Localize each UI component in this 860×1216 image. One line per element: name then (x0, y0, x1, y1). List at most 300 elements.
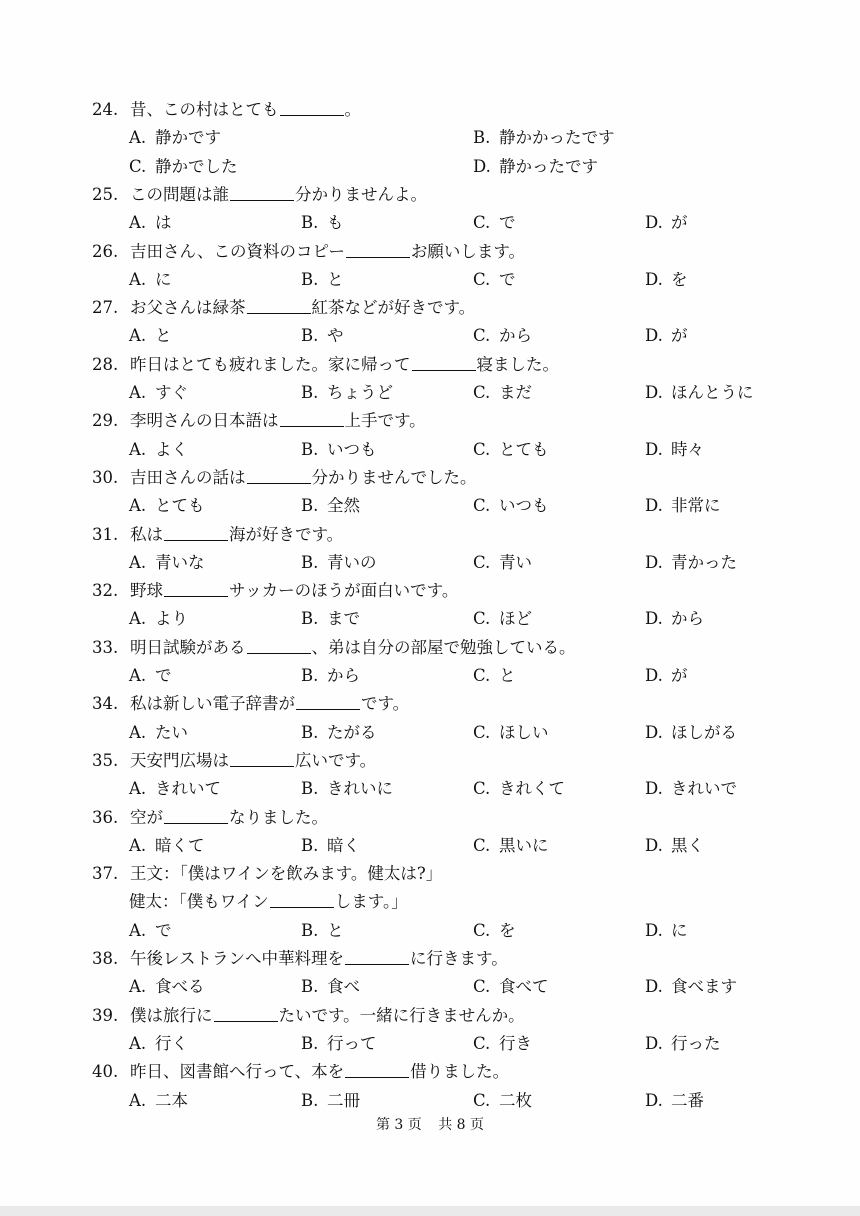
option-text: たい (155, 722, 188, 742)
option-a[interactable] (129, 1087, 188, 1115)
option-text: が (671, 666, 688, 685)
option-text: 行って (327, 1033, 377, 1053)
option-letter: B. (301, 835, 319, 855)
option-text: 静かかったです (499, 128, 615, 148)
option-d[interactable] (645, 322, 688, 350)
option-text: いつも (327, 439, 377, 459)
option-letter: D. (645, 496, 663, 516)
option-b[interactable] (301, 917, 344, 945)
options-row (129, 549, 829, 577)
option-letter: B. (301, 269, 319, 289)
answer-blank[interactable] (270, 891, 334, 908)
option-text: 時々 (671, 439, 704, 459)
option-letter: B. (301, 496, 319, 516)
option-letter: B. (301, 1090, 319, 1110)
question-text-before-blank: 私は (130, 524, 163, 544)
option-c[interactable] (473, 832, 549, 860)
question-number: 36. (92, 807, 119, 827)
question-text-before-blank: 私は新しい電子辞書が (130, 694, 295, 714)
option-letter: A. (129, 496, 147, 516)
option-text: から (499, 326, 532, 346)
question-text-after-blank: に行きます。 (410, 949, 508, 968)
option-text: ほど (499, 609, 532, 629)
option-b[interactable] (301, 973, 360, 1001)
question-stem (92, 1058, 812, 1086)
option-letter: C. (129, 156, 147, 176)
question-stem (92, 634, 812, 662)
question-number: 32. (92, 581, 119, 601)
question-text-before-blank: 吉田さんの話は (130, 467, 246, 487)
option-a[interactable] (129, 124, 221, 152)
option-text: 青い (499, 552, 532, 572)
options-row (129, 436, 829, 464)
option-text: きれいて (155, 779, 221, 799)
option-letter: D. (645, 666, 663, 685)
option-letter: D. (645, 326, 663, 346)
question-number: 40. (92, 1062, 119, 1082)
option-text: 食べます (671, 977, 737, 997)
option-letter: D. (645, 722, 663, 742)
answer-blank[interactable] (412, 354, 476, 371)
option-letter: A. (129, 552, 147, 572)
option-text: ちょうど (327, 383, 393, 402)
option-d[interactable] (473, 153, 598, 181)
option-letter: B. (301, 439, 319, 459)
option-letter: B. (301, 1033, 319, 1053)
option-a[interactable] (129, 436, 188, 464)
option-b[interactable] (301, 549, 377, 577)
option-d[interactable] (645, 379, 754, 407)
option-d[interactable] (645, 917, 688, 945)
question-text-before-blank: 僕は旅行に (130, 1005, 213, 1025)
option-a[interactable] (129, 1030, 188, 1058)
option-text: と (327, 269, 344, 289)
options-row (129, 662, 829, 690)
option-c[interactable] (473, 662, 516, 690)
option-letter: D. (473, 156, 491, 176)
option-c[interactable] (473, 605, 532, 633)
option-a[interactable] (129, 662, 172, 690)
question-text-before-blank: 王文：「僕はワインを飲みます。健太は?」 (130, 864, 443, 884)
question-text-after-blank: 借りました。 (410, 1062, 510, 1082)
answer-blank[interactable] (230, 184, 294, 201)
option-letter: A. (129, 779, 147, 799)
option-letter: A. (129, 383, 147, 402)
option-c[interactable] (473, 436, 549, 464)
option-text: が (671, 213, 688, 233)
question-stem (92, 690, 812, 718)
answer-blank[interactable] (230, 750, 294, 767)
option-letter: D. (645, 920, 663, 940)
option-letter: B. (301, 666, 319, 685)
option-text: 行った (671, 1033, 721, 1053)
options-row (129, 719, 829, 747)
option-text: 二枚 (499, 1090, 532, 1110)
option-a[interactable] (129, 492, 205, 520)
option-text: 二冊 (327, 1090, 360, 1110)
question-stem (92, 1002, 812, 1030)
question-number: 33. (92, 637, 119, 657)
option-letter: A. (129, 326, 147, 346)
option-text: きれくて (499, 779, 565, 799)
options-row (129, 973, 829, 1001)
option-letter: C. (473, 552, 491, 572)
option-letter: D. (645, 1033, 663, 1053)
question-number: 27. (92, 298, 119, 318)
option-c[interactable] (473, 1087, 532, 1115)
question-text-before-blank: 昨日、図書館へ行って、本を (130, 1062, 345, 1082)
option-letter: A. (129, 835, 147, 855)
option-text: も (327, 213, 344, 233)
option-b[interactable] (301, 1087, 360, 1115)
option-letter: A. (129, 722, 147, 742)
option-c[interactable] (473, 266, 516, 294)
option-b[interactable] (301, 775, 393, 803)
question-number: 39. (92, 1005, 119, 1025)
option-text: が (671, 326, 688, 346)
option-text: 静かです (155, 128, 221, 148)
question-stem (129, 888, 849, 916)
option-text: から (327, 666, 360, 685)
option-a[interactable] (129, 605, 188, 633)
option-d[interactable] (645, 605, 704, 633)
option-d[interactable] (645, 1087, 704, 1115)
question-text-after-blank: 分かりませんよ。 (295, 184, 427, 204)
question-text-after-blank: たいです。一緒に行きませんか。 (278, 1005, 525, 1025)
question-text-after-blank: 紅茶などが好きです。 (311, 298, 476, 318)
option-c[interactable] (473, 209, 516, 237)
option-a[interactable] (129, 549, 205, 577)
option-b[interactable] (301, 1030, 377, 1058)
question-stem (92, 351, 812, 379)
option-a[interactable] (129, 266, 172, 294)
option-c[interactable] (473, 549, 532, 577)
options-row (129, 1030, 829, 1058)
option-c[interactable] (473, 1030, 532, 1058)
option-text: 食べ (327, 977, 360, 997)
option-b[interactable] (301, 605, 360, 633)
question-number: 24. (92, 100, 119, 119)
option-letter: D. (645, 977, 663, 997)
option-letter: B. (301, 383, 319, 402)
question-text-after-blank: します。」 (334, 892, 408, 912)
question-text-before-blank: 健太：「僕もワイン (129, 892, 269, 912)
option-text: 静かでした (155, 156, 238, 176)
option-text: まで (327, 609, 360, 629)
answer-blank[interactable] (346, 241, 410, 258)
option-letter: D. (645, 213, 663, 233)
option-a[interactable] (129, 832, 205, 860)
question-text-after-blank: 。 (344, 100, 361, 119)
option-a[interactable] (129, 209, 172, 237)
option-text: 行き (499, 1033, 532, 1053)
option-text: で (155, 666, 172, 685)
option-c[interactable] (473, 379, 532, 407)
options-row (129, 124, 829, 152)
option-letter: C. (473, 439, 491, 459)
option-d[interactable] (645, 719, 737, 747)
option-letter: D. (645, 439, 663, 459)
option-d[interactable] (645, 832, 704, 860)
option-letter: C. (473, 1033, 491, 1053)
question-text-after-blank: 寝ました。 (476, 354, 559, 374)
option-text: きれいに (327, 779, 393, 799)
option-d[interactable] (645, 662, 688, 690)
option-text: 食べて (499, 977, 549, 997)
option-b[interactable] (301, 492, 360, 520)
option-text: 非常に (671, 496, 721, 516)
option-letter: B. (301, 326, 319, 346)
option-text: ほしがる (671, 722, 737, 742)
answer-blank[interactable] (247, 637, 311, 654)
question-number: 30. (92, 467, 119, 487)
question-number: 28. (92, 354, 119, 374)
option-letter: C. (473, 779, 491, 799)
option-letter: A. (129, 269, 147, 289)
option-text: より (155, 609, 188, 629)
option-letter: B. (301, 213, 319, 233)
option-text: とても (155, 496, 205, 516)
page-total: 共 8 页 (438, 1117, 485, 1133)
options-row (129, 917, 829, 945)
page-number: 第 3 页 (375, 1117, 422, 1133)
option-text: きれいで (671, 779, 737, 799)
question-stem (92, 747, 812, 775)
option-letter: C. (473, 326, 491, 346)
options-row (129, 209, 829, 237)
option-text: を (671, 269, 688, 289)
option-letter: C. (473, 977, 491, 997)
option-text: 二番 (671, 1090, 704, 1110)
option-letter: A. (129, 1090, 147, 1110)
option-letter: D. (645, 779, 663, 799)
question-stem (92, 181, 812, 209)
option-c[interactable] (129, 153, 238, 181)
options-row (129, 153, 829, 181)
option-c[interactable] (473, 719, 549, 747)
option-text: は (155, 213, 172, 233)
answer-blank[interactable] (280, 410, 344, 427)
option-text: よく (155, 439, 188, 459)
option-text: に (671, 920, 688, 940)
question-number: 26. (92, 241, 119, 261)
option-letter: D. (645, 1090, 663, 1110)
option-letter: C. (473, 835, 491, 855)
question-text-after-blank: お願いします。 (410, 241, 526, 261)
question-text-before-blank: 野球 (130, 581, 163, 601)
option-text: で (499, 269, 516, 289)
question-text-before-blank: 空が (130, 807, 163, 827)
option-letter: C. (473, 920, 491, 940)
option-b[interactable] (473, 124, 615, 152)
option-text: で (155, 920, 172, 940)
question-stem (92, 238, 812, 266)
option-letter: B. (301, 609, 319, 629)
option-letter: A. (129, 609, 147, 629)
option-a[interactable] (129, 719, 188, 747)
question-text-before-blank: 李明さんの日本語は (130, 411, 279, 431)
option-letter: C. (473, 666, 491, 685)
question-text-after-blank: 広いです。 (295, 750, 377, 770)
option-d[interactable] (645, 209, 688, 237)
option-letter: C. (473, 609, 491, 629)
option-d[interactable] (645, 973, 737, 1001)
question-text-before-blank: 午後レストランへ中華料理を (130, 949, 345, 968)
option-letter: A. (129, 213, 147, 233)
option-b[interactable] (301, 209, 344, 237)
question-text-before-blank: 昔、この村はとても (130, 100, 279, 119)
option-letter: D. (645, 383, 663, 402)
option-letter: B. (301, 977, 319, 997)
question-stem (92, 521, 812, 549)
option-text: ほんとうに (671, 383, 754, 402)
answer-blank[interactable] (164, 580, 228, 597)
option-b[interactable] (301, 436, 377, 464)
question-number: 37. (92, 864, 119, 884)
question-text-after-blank: 、弟は自分の部屋で勉強している。 (311, 637, 576, 657)
question-text-before-blank: 吉田さん、この資料のコピー (130, 241, 345, 261)
question-stem (92, 945, 812, 973)
option-letter: A. (129, 920, 147, 940)
option-text: とても (499, 439, 549, 459)
option-text: 食べる (155, 977, 205, 997)
answer-blank[interactable] (247, 297, 311, 314)
options-row (129, 832, 829, 860)
option-a[interactable] (129, 322, 172, 350)
question-stem (92, 577, 812, 605)
question-number: 25. (92, 184, 119, 204)
question-text-before-blank: 天安門広場は (130, 750, 229, 770)
options-row (129, 379, 829, 407)
option-text: で (499, 213, 516, 233)
option-letter: C. (473, 269, 491, 289)
option-b[interactable] (301, 266, 344, 294)
answer-blank[interactable] (280, 99, 344, 116)
option-text: に (155, 269, 172, 289)
option-text: 暗くて (155, 835, 205, 855)
option-d[interactable] (645, 492, 721, 520)
option-b[interactable] (301, 832, 360, 860)
answer-blank[interactable] (164, 807, 228, 824)
options-row (129, 775, 829, 803)
option-b[interactable] (301, 379, 393, 407)
option-letter: D. (645, 609, 663, 629)
option-d[interactable] (645, 549, 737, 577)
question-text-after-blank: 上手です。 (344, 411, 426, 431)
options-row (129, 492, 829, 520)
option-letter: B. (473, 128, 491, 148)
option-letter: A. (129, 977, 147, 997)
option-text: ほしい (499, 722, 549, 742)
question-number: 38. (92, 949, 119, 968)
option-a[interactable] (129, 973, 205, 1001)
question-text-before-blank: お父さんは緑茶 (130, 298, 246, 318)
option-text: 静かったです (499, 156, 598, 176)
option-text: 二本 (155, 1090, 188, 1110)
question-text-before-blank: 明日試験がある (130, 637, 246, 657)
question-text-before-blank: 昨日はとても疲れました。家に帰って (130, 354, 411, 374)
page-footer (0, 1114, 860, 1134)
option-letter: C. (473, 213, 491, 233)
question-text-after-blank: です。 (361, 694, 410, 714)
option-text: から (671, 609, 704, 629)
option-c[interactable] (473, 775, 565, 803)
option-text: たがる (327, 722, 377, 742)
question-stem (92, 860, 812, 888)
option-text: 青いの (327, 552, 377, 572)
option-letter: C. (473, 1090, 491, 1110)
question-text-after-blank: サッカーのほうが面白いです。 (229, 581, 459, 601)
option-text: まだ (499, 383, 532, 402)
answer-blank[interactable] (247, 467, 311, 484)
option-letter: B. (301, 920, 319, 940)
options-row (129, 605, 829, 633)
option-text: 全然 (327, 496, 360, 516)
question-stem (92, 96, 812, 124)
option-letter: D. (645, 269, 663, 289)
option-text: と (499, 666, 516, 685)
option-text: を (499, 920, 516, 940)
question-number: 34. (92, 694, 119, 714)
option-c[interactable] (473, 322, 532, 350)
option-a[interactable] (129, 917, 172, 945)
options-row (129, 266, 829, 294)
option-d[interactable] (645, 436, 704, 464)
question-text-after-blank: 海が好きです。 (229, 524, 344, 544)
option-a[interactable] (129, 775, 221, 803)
page-bottom-edge (0, 1206, 860, 1216)
option-text: と (327, 920, 344, 940)
question-stem (92, 804, 812, 832)
option-letter: A. (129, 439, 147, 459)
answer-blank[interactable] (345, 948, 409, 965)
option-d[interactable] (645, 775, 737, 803)
option-a[interactable] (129, 379, 188, 407)
question-stem (92, 407, 812, 435)
options-row (129, 322, 829, 350)
option-letter: C. (473, 496, 491, 516)
question-number: 29. (92, 411, 119, 431)
option-b[interactable] (301, 719, 377, 747)
option-text: 黒く (671, 835, 704, 855)
answer-blank[interactable] (345, 1061, 409, 1078)
option-text: 暗く (327, 835, 360, 855)
option-d[interactable] (645, 1030, 721, 1058)
option-letter: D. (645, 552, 663, 572)
question-number: 35. (92, 750, 119, 770)
option-letter: B. (301, 779, 319, 799)
option-text: 青かった (671, 552, 737, 572)
option-c[interactable] (473, 973, 549, 1001)
answer-blank[interactable] (164, 524, 228, 541)
option-text: いつも (499, 496, 549, 516)
option-b[interactable] (301, 662, 360, 690)
option-text: や (327, 326, 344, 346)
question-text-before-blank: この問題は誰 (130, 184, 229, 204)
option-letter: D. (645, 835, 663, 855)
options-row (129, 1087, 829, 1115)
option-letter: A. (129, 666, 147, 685)
answer-blank[interactable] (296, 693, 360, 710)
option-d[interactable] (645, 266, 688, 294)
answer-blank[interactable] (214, 1005, 278, 1022)
option-b[interactable] (301, 322, 344, 350)
option-letter: A. (129, 128, 147, 148)
question-number: 31. (92, 524, 119, 544)
option-letter: B. (301, 722, 319, 742)
option-c[interactable] (473, 917, 516, 945)
option-c[interactable] (473, 492, 549, 520)
